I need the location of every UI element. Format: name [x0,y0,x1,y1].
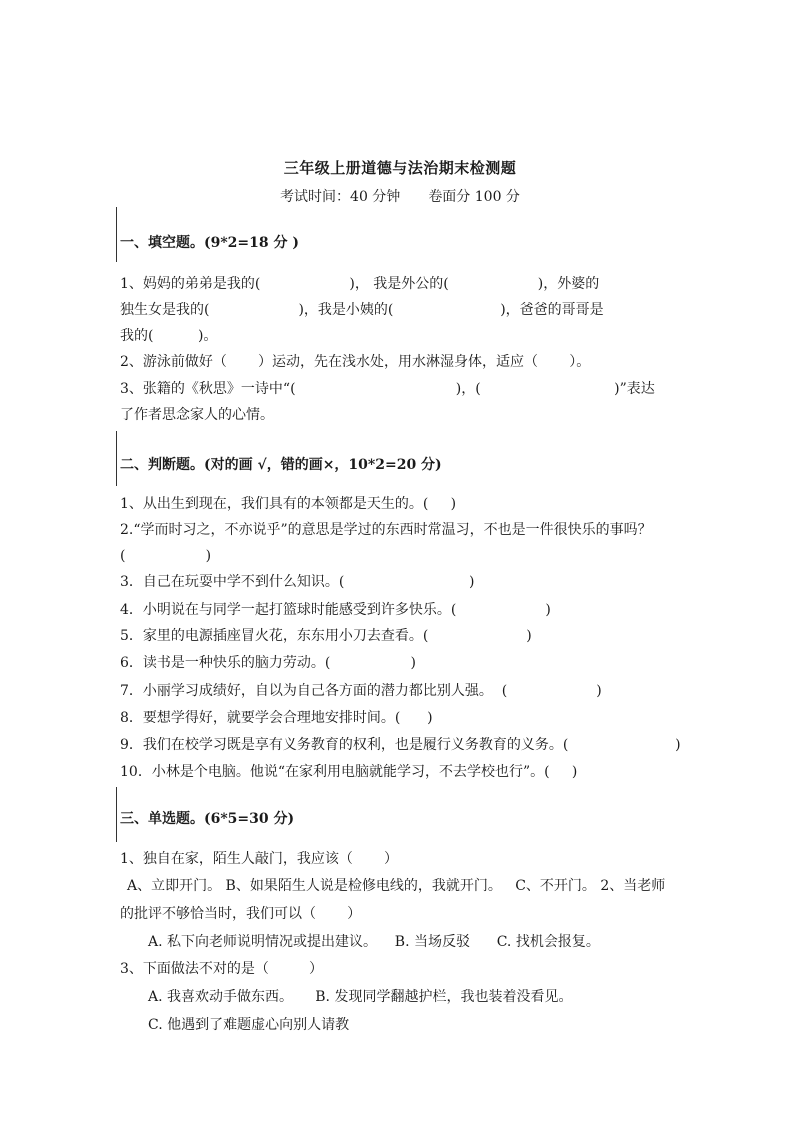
question-line: 了作者思念家人的心情。 [120,407,274,423]
question-line: 9．我们在校学习既是享有义务教育的权利，也是履行义务教育的义务。( ) [120,737,681,753]
question-line: 2、游泳前做好（ ）运动，先在浅水处，用水淋湿身体，适应（ ）。 [120,354,591,370]
exam-info [0,186,800,206]
section-heading-judge: 二、判断题。(对的画 √，错的画×，10*2=20 分) [120,457,442,473]
question-line: 3、下面做法不对的是（ ） [120,961,323,977]
answer-options: A. 我喜欢动手做东西。 B. 发现同学翻越护栏，我也装着没看见。 [148,989,573,1005]
section-divider-line [116,787,117,842]
question-line: 5．家里的电源插座冒火花，东东用小刀去查看。( ) [120,628,532,644]
question-line: 8．要想学得好，就要学会合理地安排时间。( ) [120,710,433,726]
question-line: 3、张籍的《秋思》一诗中“( )，( )”表达 [120,381,655,397]
question-line: 6．读书是一种快乐的脑力劳动。( ) [120,655,416,671]
section-divider-line [116,431,117,486]
question-line: 独生女是我的( )，我是小姨的( )，爸爸的哥哥是 [120,302,604,318]
question-line: 我的( )。 [120,328,218,344]
section-heading-choice: 三、单选题。(6*5=30 分) [120,811,295,827]
section-heading-fill: 一、填空题。(9*2=18 分 ) [120,235,300,251]
section-divider-line [116,207,117,262]
question-line: 1、从出生到现在，我们具有的本领都是天生的。( ) [120,496,457,512]
exam-time: 考试时间：40 分钟 [280,189,401,205]
question-line: A、立即开门。 B、如果陌生人说是检修电线的，我就开门。 C、不开门。 2、当老师 [127,878,666,894]
answer-options: C. 他遇到了难题虚心向别人请教 [148,1017,350,1033]
total-score: 卷面分 100 分 [428,189,520,205]
question-line: 10．小林是个电脑。他说“在家利用电脑就能学习，不去学校也行”。( ) [120,764,578,780]
question-line: 4．小明说在与同学一起打篮球时能感受到许多快乐。( ) [120,602,551,618]
question-line: 7．小丽学习成绩好，自以为自己各方面的潜力都比别人强。 ( ) [120,683,602,699]
question-line: 的批评不够恰当时，我们可以（ ） [120,906,362,922]
question-line: 2.“学而时习之，不亦说乎”的意思是学过的东西时常温习，不也是一件很快乐的事吗？ [120,522,652,538]
question-line: 1、独自在家，陌生人敲门，我应该（ ） [120,851,399,867]
question-line: 3．自己在玩耍中学不到什么知识。( ) [120,574,475,590]
page-title: 三年级上册道德与法治期末检测题 [283,159,517,177]
answer-options: A. 私下向老师说明情况或提出建议。 B. 当场反驳 C. 找机会报复。 [148,934,600,950]
question-line: ( ) [120,548,212,564]
question-line: 1、妈妈的弟弟是我的( )， 我是外公的( )，外婆的 [120,276,600,292]
